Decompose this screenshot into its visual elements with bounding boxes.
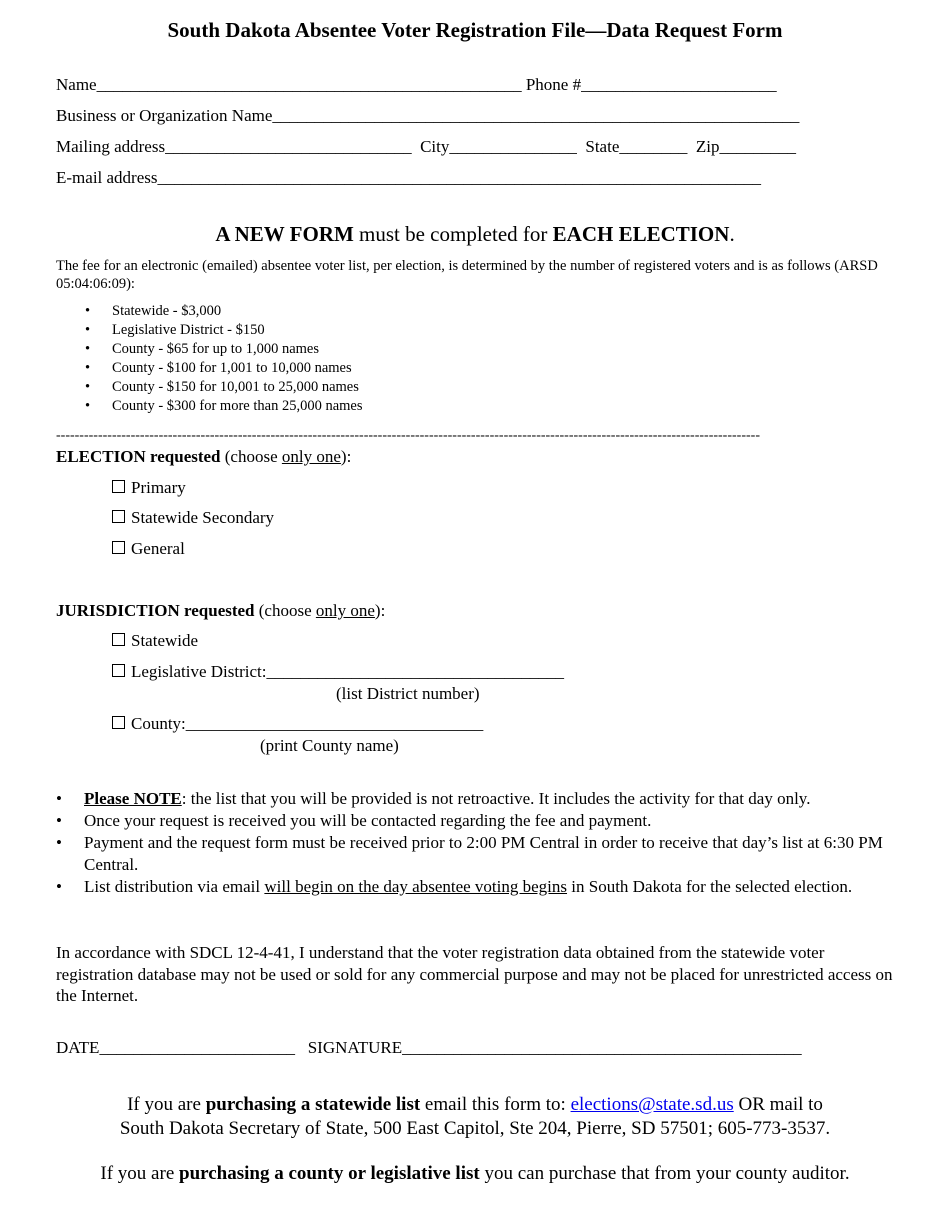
fee-item: • Legislative District - $150 xyxy=(112,321,363,340)
footer-bold: purchasing a county or legislative list xyxy=(179,1163,480,1184)
fee-item: • County - $300 for more than 25,000 names xyxy=(112,397,363,416)
checkbox[interactable] xyxy=(112,633,125,646)
jurisdiction-heading-underline: only one xyxy=(315,601,375,620)
note-item xyxy=(56,788,899,810)
email-row xyxy=(56,168,761,188)
date-blank[interactable]: _______________________ xyxy=(99,1038,295,1057)
zip-blank[interactable]: _________ xyxy=(719,137,796,156)
note-text: in South Dakota for the selected election. xyxy=(567,877,853,896)
signature-label: SIGNATURE xyxy=(307,1038,403,1057)
state-blank[interactable]: ________ xyxy=(619,137,688,156)
business-label: Business or Organization Name xyxy=(56,106,273,125)
form-title: South Dakota Absentee Voter Registration File—Data Request Form xyxy=(167,18,783,42)
election-heading xyxy=(56,447,351,467)
election-heading-bold: ELECTION requested xyxy=(56,447,221,466)
jurisdiction-option-district[interactable] xyxy=(112,662,564,682)
fee-item: • County - $150 for 10,001 to 25,000 names xyxy=(112,378,363,397)
option-label: Statewide Secondary xyxy=(131,508,275,527)
district-blank[interactable]: ___________________________________ xyxy=(266,662,564,681)
election-option-statewide-secondary[interactable] xyxy=(112,508,274,528)
please-note: Please NOTE xyxy=(84,789,182,808)
name-label: Name xyxy=(56,75,97,94)
jurisdiction-heading-post: ): xyxy=(374,601,386,620)
fee-list xyxy=(56,302,363,416)
option-label: Statewide xyxy=(131,631,199,650)
mailing-blank[interactable]: _____________________________ xyxy=(165,137,412,156)
email-blank[interactable]: _______________________________________________________________________ xyxy=(157,168,761,187)
jurisdiction-heading-bold: JURISDICTION requested xyxy=(56,601,255,620)
election-heading-underline: only one xyxy=(281,447,341,466)
jurisdiction-heading-pre: (choose xyxy=(254,601,316,620)
email-label: E-mail address xyxy=(56,168,158,187)
phone-blank[interactable]: _______________________ xyxy=(581,75,777,94)
zip-label: Zip xyxy=(695,137,720,156)
option-label: General xyxy=(131,539,185,558)
checkbox[interactable] xyxy=(112,664,125,677)
jurisdiction-heading xyxy=(56,601,385,621)
election-heading-post: ): xyxy=(340,447,352,466)
footer-text: If you are xyxy=(127,1094,206,1115)
county-hint: (print County name) xyxy=(260,736,399,755)
each-election-bold: EACH ELECTION xyxy=(552,222,730,246)
footer-line-1 xyxy=(0,1094,950,1116)
note-text: : the list that you will be provided is not retroactive. It includes the activity for that day only. xyxy=(181,789,811,808)
checkbox[interactable] xyxy=(112,510,125,523)
note-item: • Payment and the request form must be received prior to 2:00 PM Central in order to receive that day’s list at 6:30 PM Central. xyxy=(56,832,899,876)
footer-text: OR mail to xyxy=(733,1094,823,1115)
footer-text: you can purchase that from your county auditor. xyxy=(479,1163,850,1184)
dashed-divider: ------------------------------------------------------------------------------------------------------------------------------------------------------- xyxy=(56,428,760,443)
fee-item: • Statewide - $3,000 xyxy=(112,302,363,321)
note-text: List distribution via email xyxy=(84,877,265,896)
option-label: County: xyxy=(131,714,186,733)
option-label: Primary xyxy=(131,478,186,497)
footer-line-3 xyxy=(0,1163,950,1185)
election-heading-pre: (choose xyxy=(220,447,282,466)
address-row xyxy=(56,137,796,157)
jurisdiction-option-statewide[interactable] xyxy=(112,631,198,651)
county-blank[interactable]: ___________________________________ xyxy=(185,714,484,733)
city-blank[interactable]: _______________ xyxy=(449,137,577,156)
election-option-primary[interactable] xyxy=(112,478,186,498)
state-label: State xyxy=(585,137,620,156)
business-row xyxy=(56,106,799,126)
signature-blank[interactable]: _______________________________________________ xyxy=(402,1038,802,1057)
notes-list xyxy=(56,788,899,898)
new-form-period: . xyxy=(729,222,735,246)
checkbox[interactable] xyxy=(112,541,125,554)
new-form-text: must be completed for xyxy=(353,222,553,246)
new-form-bold: A NEW FORM xyxy=(215,222,354,246)
checkbox[interactable] xyxy=(112,480,125,493)
footer-line-2: South Dakota Secretary of State, 500 East Capitol, Ste 204, Pierre, SD 57501; 605-773-3537. xyxy=(119,1118,831,1139)
fee-item: • County - $100 for 1,001 to 10,000 names xyxy=(112,359,363,378)
city-label: City xyxy=(420,137,450,156)
note-item: • Once your request is received you will be contacted regarding the fee and payment. xyxy=(56,810,899,832)
footer-text: email this form to: xyxy=(420,1094,571,1115)
new-form-notice xyxy=(0,222,950,247)
business-blank[interactable]: ______________________________________________________________ xyxy=(272,106,800,125)
mailing-label: Mailing address xyxy=(56,137,166,156)
legal-statement: In accordance with SDCL 12-4-41, I understand that the voter registration data obtained from the statewide voter registration database may not be used or sold for any commercial purpose and may not be placed for unrestricted access on the Internet. xyxy=(56,943,893,1005)
election-option-general[interactable] xyxy=(112,539,185,559)
name-row xyxy=(56,75,777,95)
signature-row xyxy=(56,1038,802,1058)
fee-item: • County - $65 for up to 1,000 names xyxy=(112,340,363,359)
fee-intro: The fee for an electronic (emailed) absentee voter list, per election, is determined by the number of registered voters and is as follows (ARSD 05:04:06:09): xyxy=(56,258,878,292)
footer-bold: purchasing a statewide list xyxy=(205,1094,421,1115)
district-hint: (list District number) xyxy=(336,684,480,703)
option-label: Legislative District: xyxy=(131,662,267,681)
phone-label: Phone # xyxy=(525,75,582,94)
date-label: DATE xyxy=(56,1038,100,1057)
footer-text: If you are xyxy=(100,1163,180,1184)
jurisdiction-option-county[interactable] xyxy=(112,714,483,734)
checkbox[interactable] xyxy=(112,716,125,729)
name-blank[interactable]: __________________________________________________ xyxy=(96,75,522,94)
note-underline: will begin on the day absentee voting begins xyxy=(264,877,568,896)
email-link[interactable]: elections@state.sd.us xyxy=(570,1094,734,1115)
note-item xyxy=(56,876,899,898)
